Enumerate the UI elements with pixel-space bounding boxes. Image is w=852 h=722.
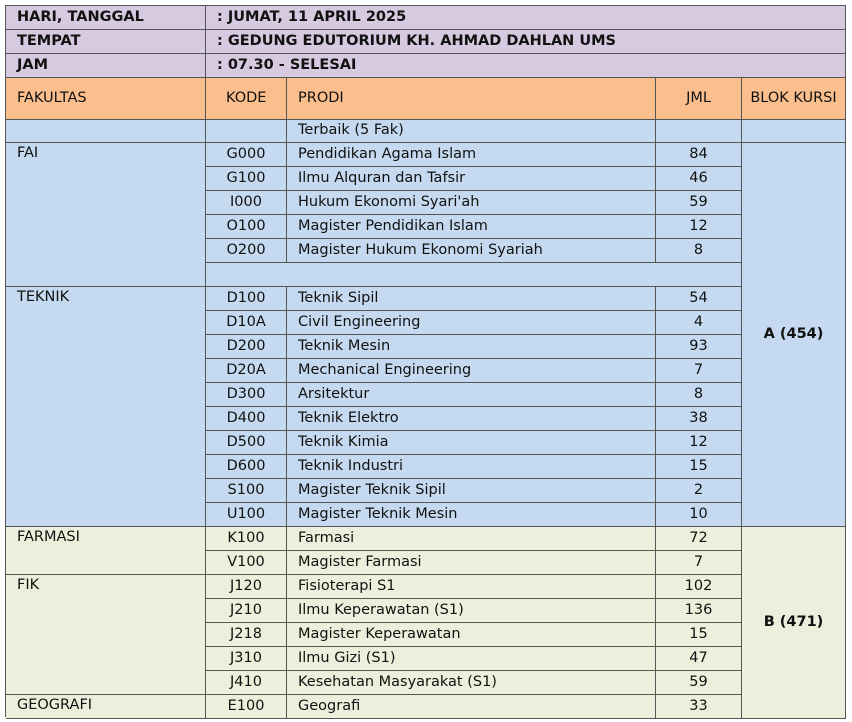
table-row-kode: D300 [206,383,287,407]
table-row-prodi: Magister Teknik Sipil [287,479,656,503]
table-row-kode: S100 [206,479,287,503]
column-header-fakultas: FAKULTAS [6,78,206,120]
table-row-jml: 7 [656,551,742,575]
info-label: TEMPAT [6,30,206,54]
table-row-prodi: Geografi [287,695,656,719]
table-row-prodi: Hukum Ekonomi Syari'ah [287,191,656,215]
table-row-kode: J218 [206,623,287,647]
table-row-jml: 46 [656,167,742,191]
table-row-kode: D100 [206,287,287,311]
table-row-prodi: Civil Engineering [287,311,656,335]
table-row-jml: 102 [656,575,742,599]
table-row-jml: 15 [656,623,742,647]
table-row-jml: 4 [656,311,742,335]
table-row-kode: D600 [206,455,287,479]
table-row-kode: O100 [206,215,287,239]
table-row-kode: U100 [206,503,287,527]
table-row-jml: 59 [656,191,742,215]
table-row-kode: J310 [206,647,287,671]
table-row-prodi: Teknik Kimia [287,431,656,455]
special-row-jml [656,120,742,143]
info-value: : JUMAT, 11 APRIL 2025 [206,6,846,30]
info-label: HARI, TANGGAL [6,6,206,30]
table-row-kode: E100 [206,695,287,719]
table-row-jml: 47 [656,647,742,671]
info-value: : 07.30 - SELESAI [206,54,846,78]
table-row-jml: 33 [656,695,742,719]
table-row-prodi: Teknik Elektro [287,407,656,431]
table-row-kode: D500 [206,431,287,455]
column-header-kode: KODE [206,78,287,120]
table-row-kode: D10A [206,311,287,335]
table-row-jml: 12 [656,215,742,239]
table-row-jml: 72 [656,527,742,551]
table-row-kode: G100 [206,167,287,191]
table-row-prodi: Teknik Sipil [287,287,656,311]
special-row-prodi: Terbaik (5 Fak) [287,120,656,143]
table-row-jml: 54 [656,287,742,311]
table-row-prodi: Magister Pendidikan Islam [287,215,656,239]
info-label: JAM [6,54,206,78]
table-row-jml: 136 [656,599,742,623]
spacer-row [206,263,742,287]
special-row-blok [742,120,846,143]
table-row-prodi: Magister Teknik Mesin [287,503,656,527]
table-row-jml: 15 [656,455,742,479]
table-row-jml: 93 [656,335,742,359]
column-header-jml: JML [656,78,742,120]
column-header-blok-kursi: BLOK KURSI [742,78,846,120]
table-row-prodi: Ilmu Gizi (S1) [287,647,656,671]
table-row-jml: 7 [656,359,742,383]
table-row-prodi: Magister Farmasi [287,551,656,575]
table-row-kode: O200 [206,239,287,263]
table-row-prodi: Mechanical Engineering [287,359,656,383]
table-row-kode: I000 [206,191,287,215]
table-row-kode: D200 [206,335,287,359]
table-row-prodi: Ilmu Alquran dan Tafsir [287,167,656,191]
table-row-kode: J120 [206,575,287,599]
table-row-jml: 12 [656,431,742,455]
info-value: : GEDUNG EDUTORIUM KH. AHMAD DAHLAN UMS [206,30,846,54]
table-row-prodi: Kesehatan Masyarakat (S1) [287,671,656,695]
table-row-prodi: Farmasi [287,527,656,551]
table-row-prodi: Arsitektur [287,383,656,407]
faculty-fik: FIK [6,575,206,695]
table-row-jml: 2 [656,479,742,503]
table-row-jml: 59 [656,671,742,695]
table-row-jml: 10 [656,503,742,527]
table-row-prodi: Fisioterapi S1 [287,575,656,599]
table-row-kode: J410 [206,671,287,695]
table-row-kode: J210 [206,599,287,623]
table-row-prodi: Teknik Industri [287,455,656,479]
faculty-fai: FAI [6,143,206,287]
table-row-prodi: Pendidikan Agama Islam [287,143,656,167]
faculty-geografi: GEOGRAFI [6,695,206,719]
table-row-prodi: Ilmu Keperawatan (S1) [287,599,656,623]
table-row-kode: G000 [206,143,287,167]
table-row-jml: 84 [656,143,742,167]
faculty-farmasi: FARMASI [6,527,206,575]
faculty-teknik: TEKNIK [6,287,206,527]
table-row-prodi: Magister Hukum Ekonomi Syariah [287,239,656,263]
table-row-jml: 38 [656,407,742,431]
seat-block-b: B (471) [742,527,846,719]
table-row-jml: 8 [656,383,742,407]
special-row-kode [206,120,287,143]
table-row-prodi: Magister Keperawatan [287,623,656,647]
special-row-fakultas [6,120,206,143]
table-row-jml: 8 [656,239,742,263]
table-row-kode: V100 [206,551,287,575]
table-row-kode: D400 [206,407,287,431]
table-row-prodi: Teknik Mesin [287,335,656,359]
table-row-kode: K100 [206,527,287,551]
column-header-prodi: PRODI [287,78,656,120]
table-row-kode: D20A [206,359,287,383]
seat-block-a: A (454) [742,143,846,527]
